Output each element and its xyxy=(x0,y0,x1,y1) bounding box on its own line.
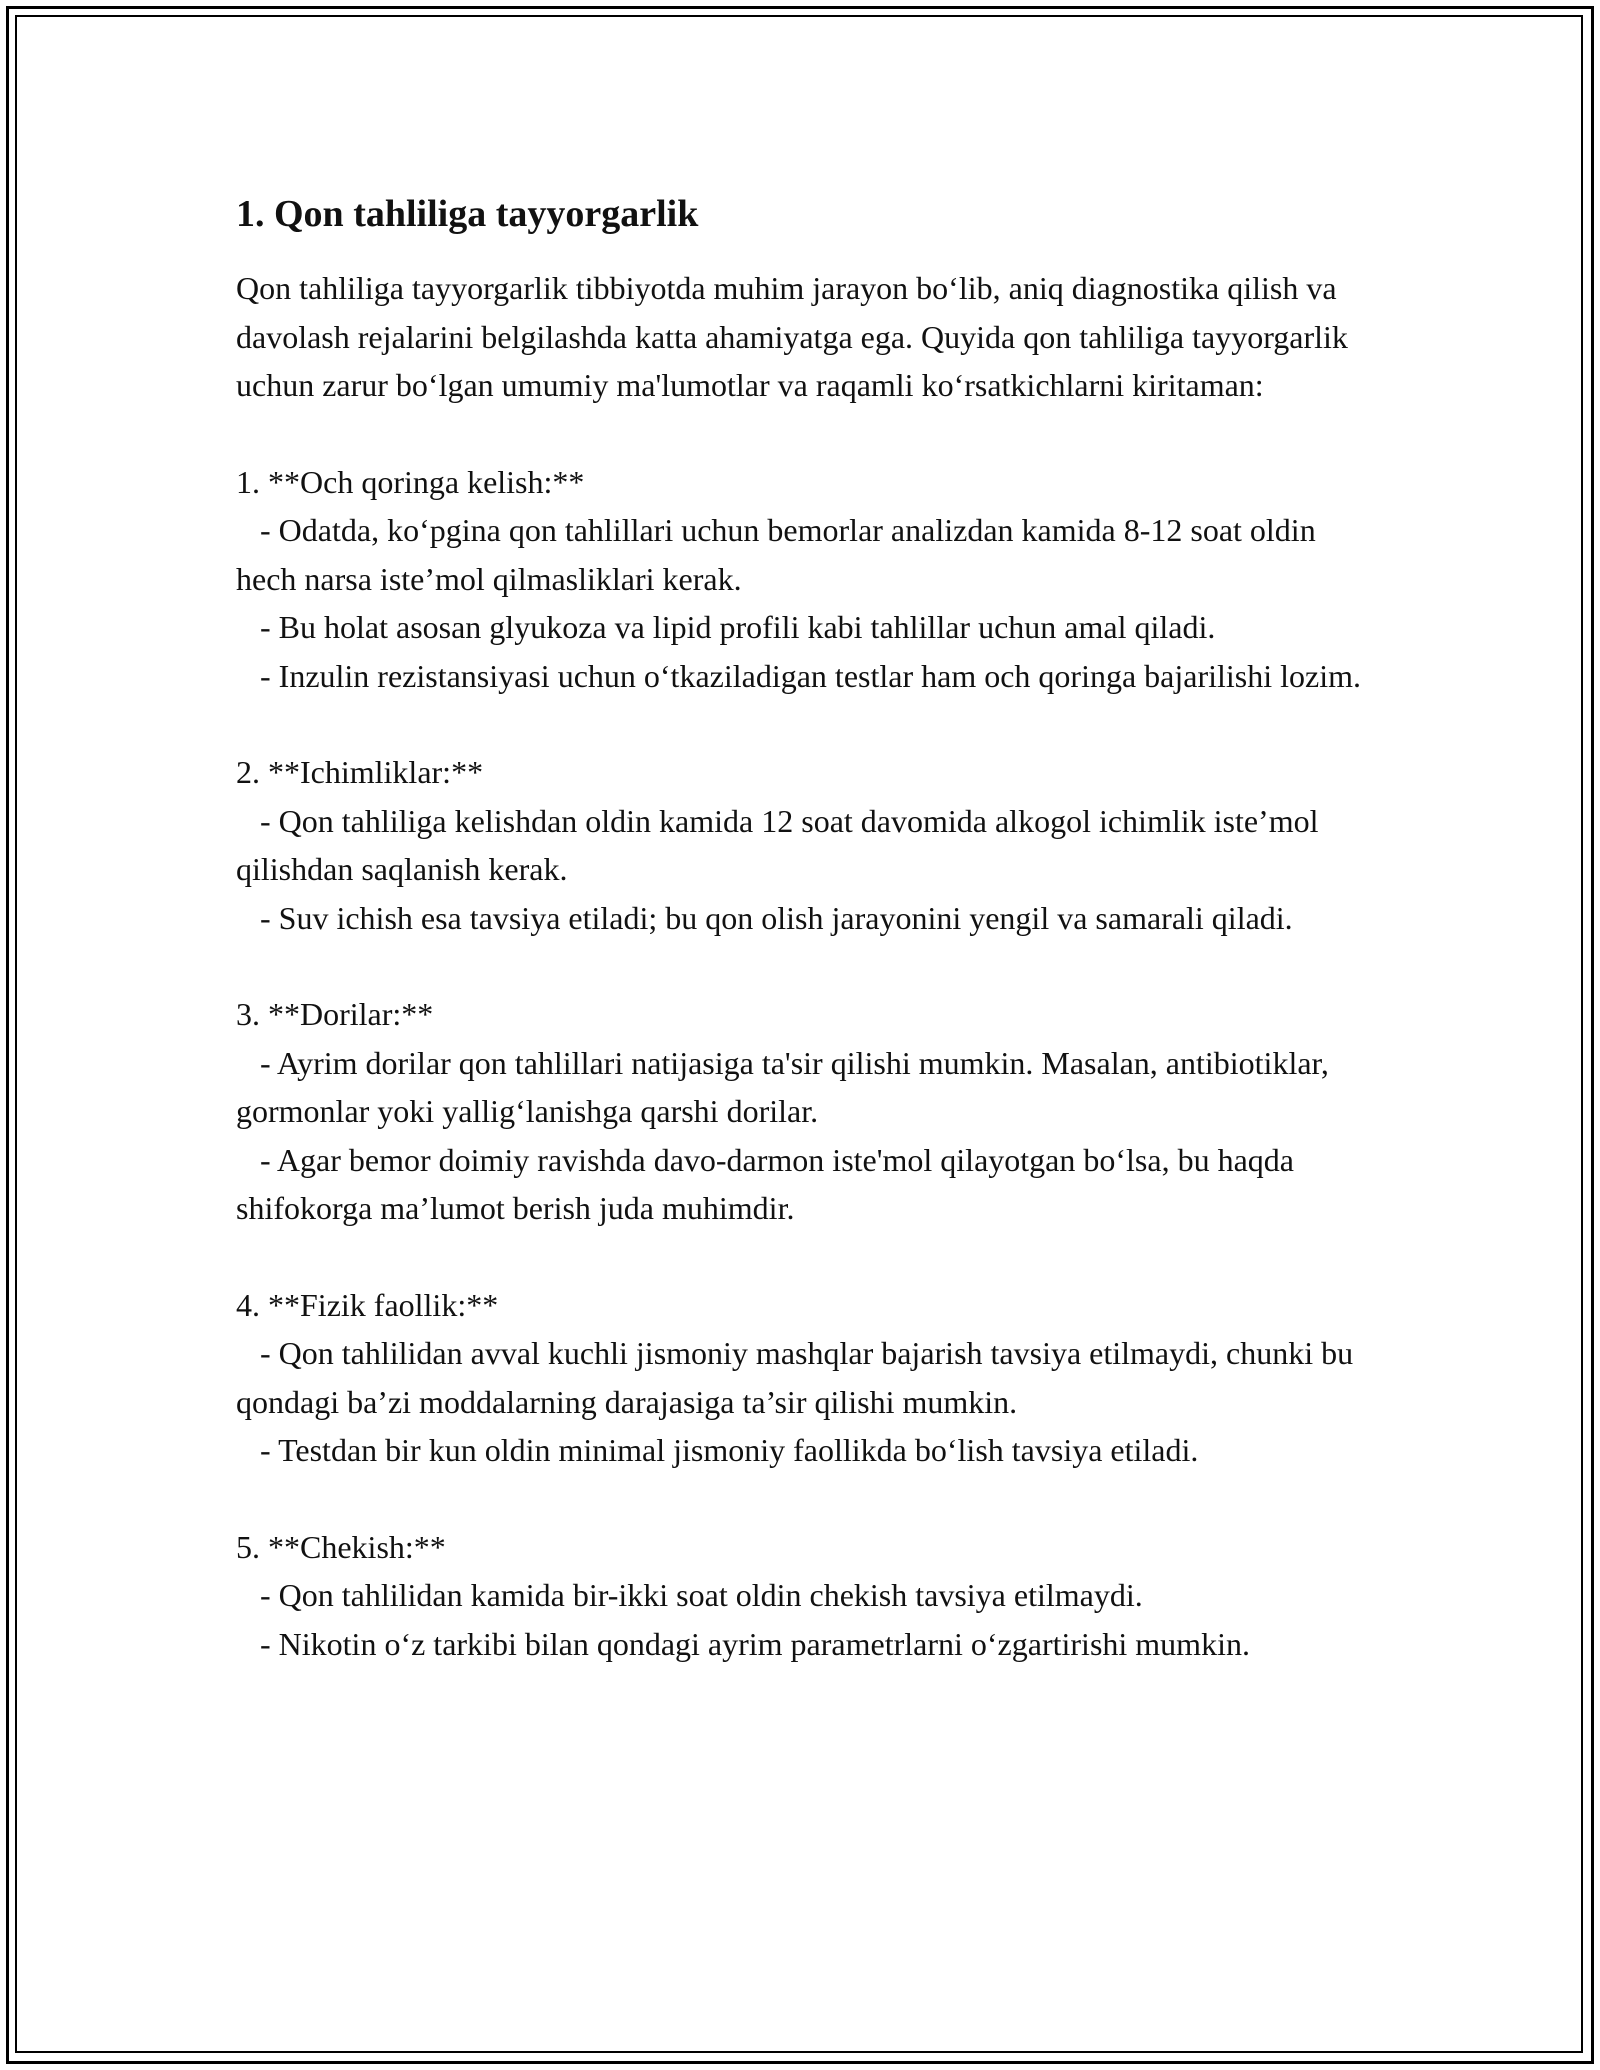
document-body xyxy=(236,188,1376,1668)
bullet-item: - Inzulin rezistansiyasi uchun o‘tkaziladigan testlar ham och qoringa bajarilishi lozim. xyxy=(236,657,1361,694)
bullet-item: - Qon tahlilidan kamida bir-ikki soat oldin chekish tavsiya etilmaydi. xyxy=(236,1577,1143,1613)
bullet-item: - Suv ichish esa tavsiya etiladi; bu qon olish jarayonini yengil va samarali qiladi. xyxy=(236,899,1293,936)
section-chekish xyxy=(236,1523,1376,1669)
section-heading: 5. **Chekish:** xyxy=(236,1528,446,1565)
bullet-item: - Qon tahlilidan avval kuchli jismoniy mashqlar bajarish tavsiya etilmaydi, chunki bu qondagi ba’zi moddalarning darajasiga ta’sir qilishi mumkin. xyxy=(236,1335,1362,1420)
section-heading: 4. **Fizik faollik:** xyxy=(236,1286,499,1323)
section-heading: 1. **Och qoringa kelish:** xyxy=(236,463,585,500)
section-heading: 3. **Dorilar:** xyxy=(236,996,434,1032)
bullet-item: - Nikotin o‘z tarkibi bilan qondagi ayrim parametrlarni o‘zgartirishi mumkin. xyxy=(236,1625,1250,1662)
section-och-qoringa xyxy=(236,458,1376,701)
bullet-item: - Ayrim dorilar qon tahlillari natijasiga ta'sir qilishi mumkin. Masalan, antibiotiklar, gormonlar yoki yallig‘lanishga qarshi dorilar. xyxy=(236,1044,1337,1129)
section-fizik-faollik xyxy=(236,1281,1376,1475)
bullet-item: - Bu holat asosan glyukoza va lipid profili kabi tahlillar uchun amal qiladi. xyxy=(236,609,1216,645)
section-ichimliklar xyxy=(236,748,1376,942)
bullet-item: - Testdan bir kun oldin minimal jismoniy faollikda bo‘lish tavsiya etiladi. xyxy=(236,1432,1199,1468)
intro-paragraph: Qon tahliliga tayyorgarlik tibbiyotda muhim jarayon bo‘lib, aniq diagnostika qilish va davolash rejalarini belgilashda katta ahamiyatga ega. Quyida qon tahliliga tayyorgarlik uchun zarur bo‘lgan umumiy ma'lumotlar va raqamli ko‘rsatkichlarni kiritaman: xyxy=(236,270,1348,403)
section-dorilar xyxy=(236,990,1376,1233)
section-heading: 2. **Ichimliklar:** xyxy=(236,754,484,790)
bullet-item: - Agar bemor doimiy ravishda davo-darmon iste'mol qilayotgan bo‘lsa, bu haqda shifokorga ma’lumot berish juda muhimdir. xyxy=(236,1141,1302,1226)
bullet-item: - Qon tahliliga kelishdan oldin kamida 12 soat davomida alkogol ichimlik iste’mol qilishdan saqlanish kerak. xyxy=(236,802,1327,887)
document-title: 1. Qon tahliliga tayyorgarlik xyxy=(236,193,699,235)
bullet-item: - Odatda, ko‘pgina qon tahlillari uchun bemorlar analizdan kamida 8-12 soat oldin hech narsa iste’mol qilmasliklari kerak. xyxy=(236,512,1324,597)
